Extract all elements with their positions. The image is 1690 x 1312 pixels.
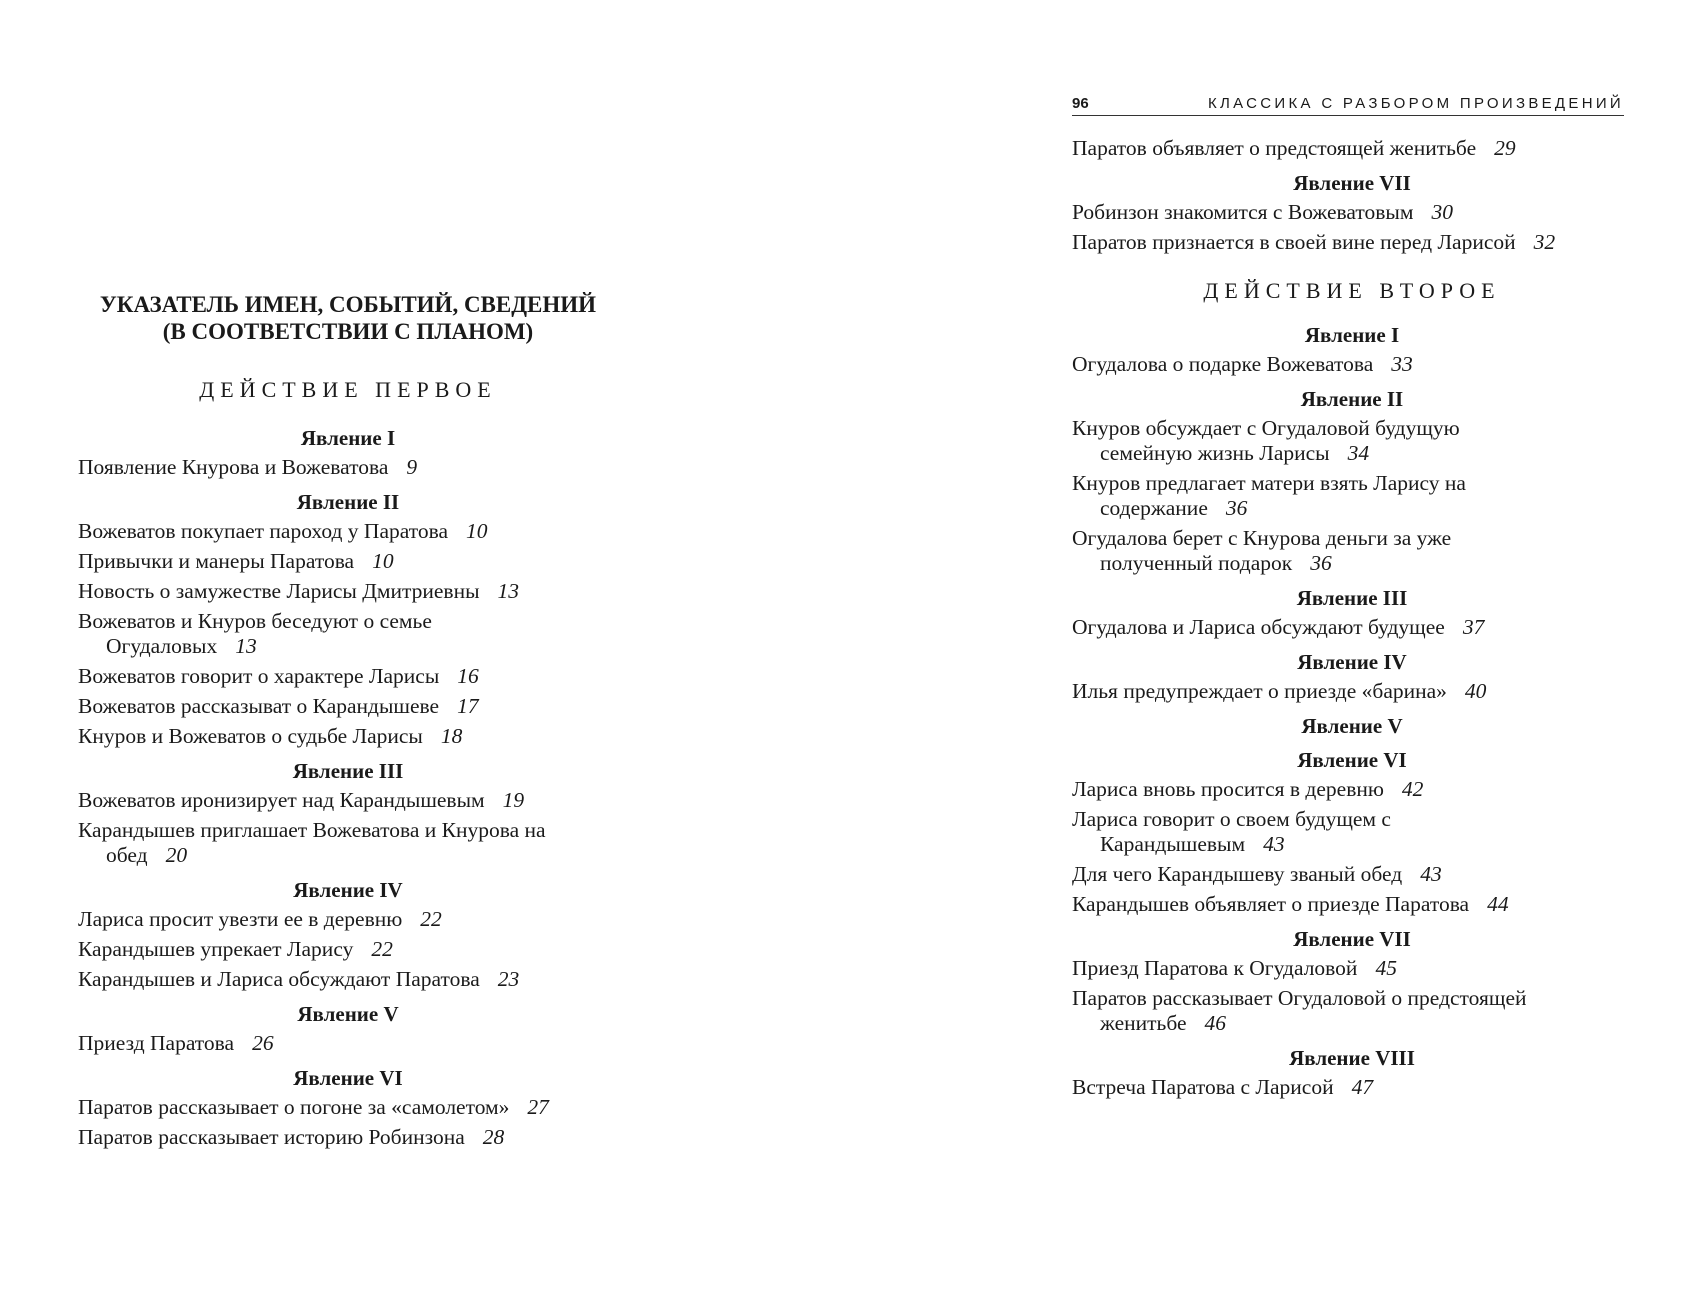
entry-text: Вожеватов иронизирует над Карандышевым: [78, 788, 485, 812]
index-entry: [78, 788, 618, 813]
index-entry: [1072, 956, 1632, 981]
act-two-title: ДЕЙСТВИЕ ВТОРОЕ: [1203, 278, 1501, 303]
index-entry: [78, 724, 618, 749]
entry-text: Паратов объявляет о предстоящей женитьбе: [1072, 136, 1477, 160]
index-entry: [78, 664, 618, 689]
entry-page: 32: [1533, 230, 1556, 254]
scene-title: Явление V: [1301, 714, 1403, 738]
entry-text: Огудалова и Лариса обсуждают будущее: [1072, 615, 1445, 639]
scene-title: Явление II: [1300, 387, 1404, 411]
scene-title: Явление I: [300, 426, 396, 450]
entry-text: Вожеватов и Кнуров беседуют о семье Огудаловых: [78, 609, 432, 658]
index-entry: [78, 694, 618, 719]
index-entry: [78, 549, 618, 574]
entry-text: Лариса говорит о своем будущем с Карандышевым: [1072, 807, 1391, 856]
entry-text: Паратов рассказывает Огудаловой о предстоящей женитьбе: [1072, 986, 1527, 1035]
entry-text: Карандышев упрекает Ларису: [78, 937, 354, 961]
entry-page: 16: [457, 664, 479, 688]
entry-text: Паратов рассказывает историю Робинзона: [78, 1125, 465, 1149]
entry-text: Новость о замужестве Ларисы Дмитриевны: [78, 579, 480, 603]
entry-page: 9: [406, 455, 418, 479]
entry-page: 28: [482, 1125, 505, 1149]
scene-title: Явление I: [1304, 323, 1400, 347]
index-entry: [78, 609, 436, 659]
page-number: 96: [1072, 95, 1089, 112]
scene-title: Явление III: [1296, 586, 1408, 610]
index-entry: [78, 967, 618, 992]
entry-text: Приезд Паратова: [78, 1031, 235, 1055]
index-entry: [78, 937, 618, 962]
entry-text: Паратов рассказывает о погоне за «самолетом»: [78, 1095, 510, 1119]
entry-page: 47: [1351, 1075, 1374, 1099]
left-page: [78, 0, 618, 1155]
index-entry: [1072, 230, 1632, 255]
entry-page: 37: [1462, 615, 1485, 639]
index-entry: [1072, 807, 1470, 857]
entry-text: Привычки и манеры Паратова: [78, 549, 355, 573]
entry-page: 44: [1487, 892, 1509, 916]
entry-page: 43: [1263, 832, 1285, 856]
entry-page: 36: [1225, 496, 1248, 520]
entry-text: Вожеватов рассказыват о Карандышеве: [78, 694, 440, 718]
scene-title: Явление VII: [1293, 927, 1411, 951]
scene-title: Явление IV: [293, 878, 403, 902]
right-page: [1072, 0, 1632, 1105]
index-entry: [1072, 1075, 1632, 1100]
entry-page: 18: [440, 724, 463, 748]
index-entry: [1072, 615, 1632, 640]
index-entry: [1072, 777, 1632, 802]
entry-page: 22: [371, 937, 393, 961]
index-entry: [1072, 892, 1632, 917]
entry-text: Огудалова берет с Кнурова деньги за уже полученный подарок: [1072, 526, 1452, 575]
entry-page: 33: [1391, 352, 1413, 376]
entry-text: Карандышев объявляет о приезде Паратова: [1072, 892, 1470, 916]
index-title-line1: УКАЗАТЕЛЬ ИМЕН, СОБЫТИЙ, СВЕДЕНИЙ: [99, 292, 597, 317]
index-entry: [1072, 679, 1632, 704]
index-entry: [1072, 416, 1490, 466]
index-entry: [1072, 986, 1560, 1036]
entry-text: Встреча Паратова с Ларисой: [1072, 1075, 1334, 1099]
act-one-title: ДЕЙСТВИЕ ПЕРВОЕ: [199, 377, 497, 402]
entry-page: 43: [1420, 862, 1442, 886]
entry-page: 13: [497, 579, 520, 603]
entry-text: Робинзон знакомится с Вожеватовым: [1072, 200, 1414, 224]
index-title: [78, 291, 618, 345]
entry-text: Карандышев приглашает Вожеватова и Кнурова на обед: [78, 818, 546, 867]
index-title-line2: (В СООТВЕТСТВИИ С ПЛАНОМ): [162, 319, 534, 344]
entry-page: 40: [1464, 679, 1487, 703]
entry-text: Вожеватов говорит о характере Ларисы: [78, 664, 440, 688]
entry-page: 26: [252, 1031, 274, 1055]
entry-page: 20: [165, 843, 188, 867]
series-title: КЛАССИКА С РАЗБОРОМ ПРОИЗВЕДЕНИЙ: [1208, 95, 1624, 112]
entry-text: Паратов признается в своей вине перед Ларисой: [1072, 230, 1516, 254]
entry-text: Огудалова о подарке Вожеватова: [1072, 352, 1374, 376]
scene-title: Явление II: [296, 490, 400, 514]
entry-text: Приезд Паратова к Огудаловой: [1072, 956, 1358, 980]
entry-page: 36: [1310, 551, 1332, 575]
entry-page: 13: [235, 634, 257, 658]
entry-text: Вожеватов покупает пароход у Паратова: [78, 519, 449, 543]
entry-page: 10: [466, 519, 488, 543]
index-entry: [78, 519, 618, 544]
entry-page: 22: [420, 907, 442, 931]
entry-text: Для чего Карандышеву званый обед: [1072, 862, 1403, 886]
entry-page: 23: [497, 967, 520, 991]
index-entry: [78, 907, 618, 932]
entry-page: 19: [502, 788, 525, 812]
entry-text: Илья предупреждает о приезде «барина»: [1072, 679, 1447, 703]
index-entry: [1072, 352, 1632, 377]
entry-text: Лариса вновь просится в деревню: [1072, 777, 1384, 801]
entry-page: 10: [372, 549, 394, 573]
entry-text: Карандышев и Лариса обсуждают Паратова: [78, 967, 480, 991]
index-entry: [1072, 862, 1632, 887]
scene-title: Явление V: [297, 1002, 399, 1026]
entry-page: 30: [1431, 200, 1453, 224]
scene-title: Явление VII: [1293, 171, 1411, 195]
scene-title: Явление IV: [1297, 650, 1407, 674]
index-entry: [1072, 526, 1480, 576]
scene-title: Явление VIII: [1289, 1046, 1415, 1070]
scene-title: Явление III: [292, 759, 404, 783]
entry-page: 17: [457, 694, 479, 718]
entry-text: Кнуров предлагает матери взять Ларису на содержание: [1072, 471, 1466, 520]
index-entry: [78, 818, 606, 868]
index-entry: [1072, 200, 1632, 225]
entry-page: 27: [527, 1095, 549, 1119]
index-entry: [78, 455, 618, 480]
scene-title: Явление VI: [293, 1066, 403, 1090]
index-entry: [78, 1031, 618, 1056]
entry-page: 45: [1375, 956, 1397, 980]
entry-page: 29: [1494, 136, 1516, 160]
index-entry: [78, 579, 618, 604]
entry-page: 34: [1347, 441, 1370, 465]
entry-text: Появление Кнурова и Вожеватова: [78, 455, 389, 479]
index-entry: [1072, 471, 1520, 521]
entry-text: Кнуров обсуждает с Огудаловой будущую семейную жизнь Ларисы: [1072, 416, 1460, 465]
index-entry: [1072, 136, 1632, 161]
index-entry: [78, 1095, 618, 1120]
entry-page: 42: [1401, 777, 1424, 801]
scene-title: Явление VI: [1297, 748, 1407, 772]
entry-text: Кнуров и Вожеватов о судьбе Ларисы: [78, 724, 423, 748]
index-entry: [78, 1125, 618, 1150]
entry-page: 46: [1204, 1011, 1227, 1035]
entry-text: Лариса просит увезти ее в деревню: [78, 907, 403, 931]
